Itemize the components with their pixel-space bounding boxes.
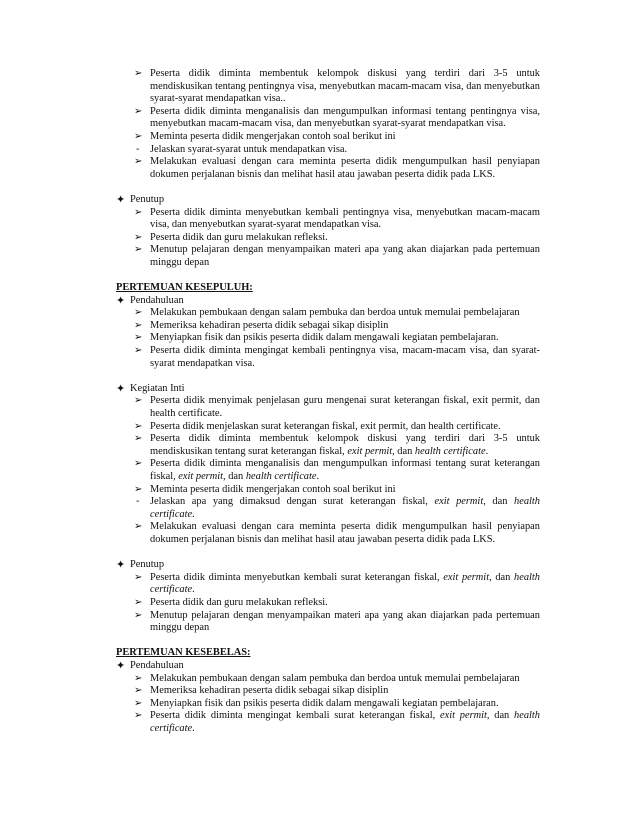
- arrow-bullet-icon: ➢: [134, 697, 143, 709]
- list-item: ➢ Melakukan evaluasi dengan cara meminta peserta didik mengumpulkan hasil penyiapan dokumen perjalanan bisnis dan melihat hasil atau jawaban peserta didik pada LKS.: [134, 521, 540, 545]
- list-item: ➢ Peserta didik diminta menyebutkan kembali surat keterangan fiskal, exit permit, dan health certificate.: [134, 571, 540, 596]
- arrow-bullet-icon: ➢: [134, 483, 143, 495]
- list-item: ➢ Peserta didik diminta menyebutkan kembali pentingnya visa, menyebutkan macam-macam visa, dan menyebutkan syarat-syarat mendapatkan visa.: [134, 206, 540, 231]
- arrow-bullet-icon: ➢: [134, 345, 143, 357]
- section-penutup: ✦ Penutup: [116, 558, 165, 572]
- list-item: ➢ Menyiapkan fisik dan psikis peserta didik dalam mengawali kegiatan pembelajaran.: [134, 332, 499, 344]
- arrow-bullet-icon: ➢: [134, 130, 143, 142]
- star-bullet-icon: ✦: [116, 293, 126, 307]
- list-item: ➢ Meminta peserta didik mengerjakan contoh soal berikut ini: [134, 483, 396, 495]
- list-item: ➢ Memeriksa kehadiran peserta didik sebagai sikap disiplin: [134, 685, 389, 697]
- list-item: ➢ Melakukan pembukaan dengan salam pembuka dan berdoa untuk memulai pembelajaran: [134, 307, 520, 319]
- arrow-bullet-icon: ➢: [134, 68, 143, 79]
- arrow-bullet-icon: ➢: [134, 521, 143, 533]
- document-body: [116, 68, 540, 735]
- list-item: ➢ Meminta peserta didik mengerjakan contoh soal berikut ini: [134, 130, 396, 142]
- section-pendahuluan: ✦ Pendahuluan: [116, 658, 184, 672]
- arrow-bullet-icon: ➢: [134, 231, 143, 243]
- arrow-bullet-icon: ➢: [134, 685, 143, 697]
- star-bullet-icon: ✦: [116, 658, 126, 672]
- list-item: ➢ Peserta didik dan guru melakukan refleksi.: [134, 231, 328, 243]
- arrow-bullet-icon: ➢: [134, 458, 143, 470]
- list-item: ➢ Peserta didik diminta membentuk kelompok diskusi yang terdiri dari 3-5 untuk mendiskusikan tentang surat keterangan fiskal, exit permit, dan health certificate.: [134, 433, 540, 457]
- arrow-bullet-icon: ➢: [134, 420, 143, 432]
- section-heading: PERTEMUAN KESEBELAS:: [116, 647, 251, 659]
- arrow-bullet-icon: ➢: [134, 571, 143, 583]
- list-item: ➢ Peserta didik diminta mengingat kembali surat keterangan fiskal, exit permit, dan health certificate.: [134, 710, 540, 734]
- arrow-bullet-icon: ➢: [134, 609, 143, 621]
- arrow-bullet-icon: ➢: [134, 332, 143, 344]
- list-item: ➢ Peserta didik dan guru melakukan refleksi.: [134, 596, 328, 608]
- dash-item: - Jelaskan apa yang dimaksud dengan surat keterangan fiskal, exit permit, dan health certificate.: [136, 496, 541, 520]
- dash-bullet-icon: -: [136, 143, 140, 155]
- section-heading: PERTEMUAN KESEPULUH:: [116, 282, 253, 294]
- list-item: ➢ Peserta didik diminta menganalisis dan mengumpulkan informasi tentang pentingnya visa, menyebutkan macam-macam visa, dan menyebutkan syarat-syarat mendapatkan visa.: [134, 105, 540, 130]
- list-item: ➢ Peserta didik diminta menganalisis dan mengumpulkan informasi tentang surat keterangan fiskal, exit permit, dan health certificate.: [134, 458, 540, 482]
- list-item: ➢ Peserta didik diminta mengingat kembali pentingnya visa, macam-macam visa, dan syarat-syarat mendapatkan visa.: [134, 345, 540, 369]
- list-item: ➢ Peserta didik diminta membentuk kelompok diskusi yang terdiri dari 3-5 untuk mendiskusikan tentang pentingnya visa, menyebutkan macam-macam visa, dan menyebutkan syarat-syarat mendapatkan visa..: [134, 68, 540, 105]
- arrow-bullet-icon: ➢: [134, 395, 143, 407]
- list-item: ➢ Memeriksa kehadiran peserta didik sebagai sikap disiplin: [134, 319, 389, 331]
- star-bullet-icon: ✦: [116, 558, 126, 572]
- section-pendahuluan: ✦ Pendahuluan: [116, 293, 184, 307]
- arrow-bullet-icon: ➢: [134, 307, 143, 319]
- section-penutup: ✦ Penutup: [116, 192, 165, 206]
- list-item: ➢ Melakukan pembukaan dengan salam pembuka dan berdoa untuk memulai pembelajaran: [134, 672, 520, 684]
- section-kegiatan-inti: ✦ Kegiatan Inti: [116, 381, 185, 395]
- star-bullet-icon: ✦: [116, 192, 126, 206]
- list-item: ➢ Menutup pelajaran dengan menyampaikan materi apa yang akan diajarkan pada pertemuan minggu depan: [134, 609, 540, 634]
- arrow-bullet-icon: ➢: [134, 319, 143, 331]
- arrow-bullet-icon: ➢: [134, 206, 143, 218]
- list-item: ➢ Melakukan evaluasi dengan cara meminta peserta didik mengumpulkan hasil penyiapan dokumen perjalanan bisnis dan melihat hasil atau jawaban peserta didik pada LKS.: [134, 156, 540, 180]
- arrow-bullet-icon: ➢: [134, 244, 143, 256]
- dash-bullet-icon: -: [136, 496, 140, 508]
- arrow-bullet-icon: ➢: [134, 105, 143, 117]
- arrow-bullet-icon: ➢: [134, 433, 143, 445]
- arrow-bullet-icon: ➢: [134, 672, 143, 684]
- list-item: ➢ Peserta didik menjelaskan surat keterangan fiskal, exit permit, dan health certificate.: [134, 420, 501, 432]
- list-item: ➢ Menutup pelajaran dengan menyampaikan materi apa yang akan diajarkan pada pertemuan minggu depan: [134, 244, 540, 268]
- arrow-bullet-icon: ➢: [134, 156, 143, 168]
- list-item: ➢ Menyiapkan fisik dan psikis peserta didik dalam mengawali kegiatan pembelajaran.: [134, 697, 499, 709]
- dash-item: - Jelaskan syarat-syarat untuk mendapatkan visa.: [136, 143, 348, 155]
- arrow-bullet-icon: ➢: [134, 596, 143, 608]
- star-bullet-icon: ✦: [116, 381, 126, 395]
- list-item: ➢ Peserta didik menyimak penjelasan guru mengenai surat keterangan fiskal, exit permit, dan health certificate.: [134, 395, 540, 420]
- arrow-bullet-icon: ➢: [134, 710, 143, 722]
